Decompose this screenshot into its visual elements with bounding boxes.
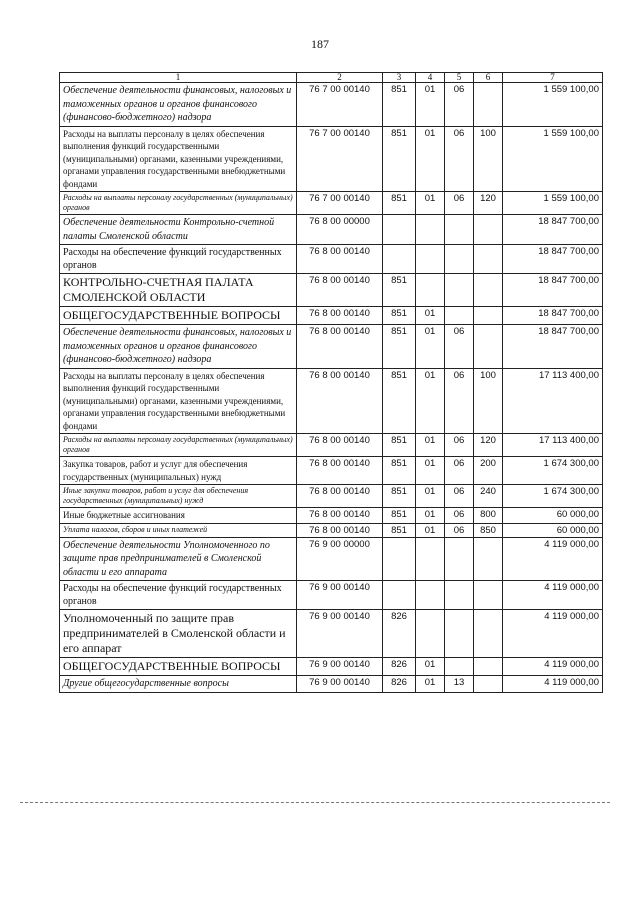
expense-name: КОНТРОЛЬНО-СЧЕТНАЯ ПАЛАТА СМОЛЕНСКОЙ ОБЛАСТИ — [60, 274, 297, 307]
expense-name: ОБЩЕГОСУДАРСТВЕННЫЕ ВОПРОСЫ — [60, 658, 297, 676]
target-article-code: 76 8 00 00140 — [297, 508, 383, 524]
expense-name: Расходы на выплаты персоналу государственных (муниципальных) органов — [60, 192, 297, 215]
expense-type-code — [474, 83, 503, 127]
section-code: 01 — [416, 192, 445, 215]
target-article-code: 76 7 00 00140 — [297, 192, 383, 215]
target-article-code: 76 7 00 00140 — [297, 126, 383, 192]
expense-name: Расходы на выплаты персоналу в целях обеспечения выполнения функций государственными (муниципальными) органами, казенными учреждениями, органами управления государственными внебюджетными фондами — [60, 368, 297, 434]
column-header: 5 — [445, 73, 474, 83]
expense-name: Обеспечение деятельности финансовых, налоговых и таможенных органов и органов финансового (финансово-бюджетного) надзора — [60, 83, 297, 127]
ministry-code: 851 — [383, 523, 416, 537]
subsection-code: 06 — [445, 485, 474, 508]
table-row — [60, 215, 603, 245]
table-row — [60, 537, 603, 581]
target-article-code: 76 8 00 00140 — [297, 245, 383, 274]
target-article-code: 76 8 00 00140 — [297, 434, 383, 457]
section-code — [416, 537, 445, 581]
amount: 18 847 700,00 — [503, 245, 603, 274]
section-code: 01 — [416, 523, 445, 537]
section-code: 01 — [416, 434, 445, 457]
expense-name: Расходы на обеспечение функций государственных органов — [60, 581, 297, 610]
table-row — [60, 434, 603, 457]
column-header: 6 — [474, 73, 503, 83]
column-header: 1 — [60, 73, 297, 83]
subsection-code — [445, 215, 474, 245]
subsection-code: 06 — [445, 126, 474, 192]
amount: 1 674 300,00 — [503, 485, 603, 508]
expense-type-code: 120 — [474, 434, 503, 457]
subsection-code — [445, 610, 474, 658]
amount: 4 119 000,00 — [503, 676, 603, 693]
expense-type-code — [474, 676, 503, 693]
amount: 17 113 400,00 — [503, 368, 603, 434]
amount: 18 847 700,00 — [503, 274, 603, 307]
subsection-code: 06 — [445, 434, 474, 457]
amount: 18 847 700,00 — [503, 325, 603, 369]
table-row — [60, 581, 603, 610]
expense-name: Другие общегосударственные вопросы — [60, 676, 297, 693]
expense-name: Расходы на выплаты персоналу государственных (муниципальных) органов — [60, 434, 297, 457]
section-code: 01 — [416, 307, 445, 325]
table-row — [60, 245, 603, 274]
amount: 60 000,00 — [503, 508, 603, 524]
budget-table — [59, 72, 603, 693]
subsection-code — [445, 307, 474, 325]
amount: 18 847 700,00 — [503, 215, 603, 245]
expense-name: Обеспечение деятельности Уполномоченного по защите прав предпринимателей в Смоленской области и его аппарата — [60, 537, 297, 581]
ministry-code — [383, 215, 416, 245]
expense-type-code — [474, 325, 503, 369]
amount: 1 674 300,00 — [503, 457, 603, 485]
table-row — [60, 485, 603, 508]
subsection-code: 13 — [445, 676, 474, 693]
expense-type-code: 100 — [474, 368, 503, 434]
table-row — [60, 307, 603, 325]
section-code: 01 — [416, 658, 445, 676]
subsection-code — [445, 537, 474, 581]
amount: 60 000,00 — [503, 523, 603, 537]
expense-name: Расходы на выплаты персоналу в целях обеспечения выполнения функций государственными (муниципальными) органами, казенными учреждениями, органами управления государственными внебюджетными фондами — [60, 126, 297, 192]
ministry-code: 851 — [383, 126, 416, 192]
amount: 1 559 100,00 — [503, 192, 603, 215]
expense-type-code: 200 — [474, 457, 503, 485]
expense-type-code: 120 — [474, 192, 503, 215]
page-number: 187 — [311, 37, 329, 51]
expense-name: Иные бюджетные ассигнования — [60, 508, 297, 524]
target-article-code: 76 7 00 00140 — [297, 83, 383, 127]
target-article-code: 76 9 00 00140 — [297, 658, 383, 676]
expense-name: Иные закупки товаров, работ и услуг для обеспечения государственных (муниципальных) нужд — [60, 485, 297, 508]
section-code: 01 — [416, 485, 445, 508]
section-code: 01 — [416, 126, 445, 192]
expense-type-code: 850 — [474, 523, 503, 537]
subsection-code: 06 — [445, 325, 474, 369]
ministry-code: 851 — [383, 192, 416, 215]
amount: 4 119 000,00 — [503, 658, 603, 676]
expense-name: Закупка товаров, работ и услуг для обеспечения государственных (муниципальных) нужд — [60, 457, 297, 485]
subsection-code: 06 — [445, 368, 474, 434]
amount: 4 119 000,00 — [503, 581, 603, 610]
subsection-code — [445, 658, 474, 676]
expense-type-code — [474, 274, 503, 307]
ministry-code: 851 — [383, 434, 416, 457]
column-header: 4 — [416, 73, 445, 83]
subsection-code: 06 — [445, 83, 474, 127]
expense-type-code: 240 — [474, 485, 503, 508]
ministry-code — [383, 581, 416, 610]
ministry-code: 851 — [383, 368, 416, 434]
section-code — [416, 274, 445, 307]
target-article-code: 76 8 00 00140 — [297, 274, 383, 307]
expense-type-code — [474, 658, 503, 676]
ministry-code: 826 — [383, 610, 416, 658]
expense-type-code — [474, 245, 503, 274]
amount: 4 119 000,00 — [503, 537, 603, 581]
ministry-code: 851 — [383, 325, 416, 369]
subsection-code: 06 — [445, 192, 474, 215]
ministry-code: 826 — [383, 658, 416, 676]
amount: 17 113 400,00 — [503, 434, 603, 457]
subsection-code — [445, 581, 474, 610]
amount: 1 559 100,00 — [503, 126, 603, 192]
expense-name: Обеспечение деятельности Контрольно-счетной палаты Смоленской области — [60, 215, 297, 245]
section-code: 01 — [416, 368, 445, 434]
subsection-code — [445, 245, 474, 274]
expense-name: Обеспечение деятельности финансовых, налоговых и таможенных органов и органов финансового (финансово-бюджетного) надзора — [60, 325, 297, 369]
amount: 1 559 100,00 — [503, 83, 603, 127]
subsection-code: 06 — [445, 523, 474, 537]
expense-type-code: 100 — [474, 126, 503, 192]
column-header: 2 — [297, 73, 383, 83]
target-article-code: 76 8 00 00140 — [297, 325, 383, 369]
ministry-code — [383, 245, 416, 274]
page-bottom-dashed-line — [20, 802, 610, 803]
table-row — [60, 325, 603, 369]
target-article-code: 76 8 00 00140 — [297, 307, 383, 325]
section-code: 01 — [416, 83, 445, 127]
ministry-code: 851 — [383, 274, 416, 307]
expense-name: ОБЩЕГОСУДАРСТВЕННЫЕ ВОПРОСЫ — [60, 307, 297, 325]
table-row — [60, 508, 603, 524]
table-row — [60, 523, 603, 537]
target-article-code: 76 9 00 00140 — [297, 676, 383, 693]
subsection-code — [445, 274, 474, 307]
table-row — [60, 457, 603, 485]
section-code — [416, 245, 445, 274]
amount: 18 847 700,00 — [503, 307, 603, 325]
target-article-code: 76 9 00 00140 — [297, 610, 383, 658]
target-article-code: 76 8 00 00140 — [297, 368, 383, 434]
expense-type-code — [474, 307, 503, 325]
expense-type-code: 800 — [474, 508, 503, 524]
expense-type-code — [474, 581, 503, 610]
ministry-code: 826 — [383, 676, 416, 693]
subsection-code: 06 — [445, 457, 474, 485]
table-row — [60, 192, 603, 215]
table-row — [60, 610, 603, 658]
section-code: 01 — [416, 325, 445, 369]
section-code: 01 — [416, 508, 445, 524]
table-body — [60, 83, 603, 693]
expense-type-code — [474, 537, 503, 581]
expense-name: Уплата налогов, сборов и иных платежей — [60, 523, 297, 537]
ministry-code: 851 — [383, 485, 416, 508]
table-row — [60, 368, 603, 434]
section-code: 01 — [416, 676, 445, 693]
section-code — [416, 610, 445, 658]
target-article-code: 76 9 00 00000 — [297, 537, 383, 581]
amount: 4 119 000,00 — [503, 610, 603, 658]
column-header: 7 — [503, 73, 603, 83]
expense-type-code — [474, 610, 503, 658]
target-article-code: 76 8 00 00140 — [297, 523, 383, 537]
ministry-code: 851 — [383, 508, 416, 524]
target-article-code: 76 9 00 00140 — [297, 581, 383, 610]
table-row — [60, 676, 603, 693]
subsection-code: 06 — [445, 508, 474, 524]
table-row — [60, 126, 603, 192]
ministry-code: 851 — [383, 457, 416, 485]
ministry-code: 851 — [383, 307, 416, 325]
expense-type-code — [474, 215, 503, 245]
table-row — [60, 658, 603, 676]
ministry-code — [383, 537, 416, 581]
section-code — [416, 215, 445, 245]
table-row — [60, 274, 603, 307]
expense-name: Уполномоченный по защите прав предпринимателей в Смоленской области и его аппарат — [60, 610, 297, 658]
ministry-code: 851 — [383, 83, 416, 127]
column-header: 3 — [383, 73, 416, 83]
section-code: 01 — [416, 457, 445, 485]
expense-name: Расходы на обеспечение функций государственных органов — [60, 245, 297, 274]
section-code — [416, 581, 445, 610]
table-row — [60, 83, 603, 127]
column-number-row — [60, 73, 603, 83]
target-article-code: 76 8 00 00140 — [297, 457, 383, 485]
target-article-code: 76 8 00 00000 — [297, 215, 383, 245]
target-article-code: 76 8 00 00140 — [297, 485, 383, 508]
